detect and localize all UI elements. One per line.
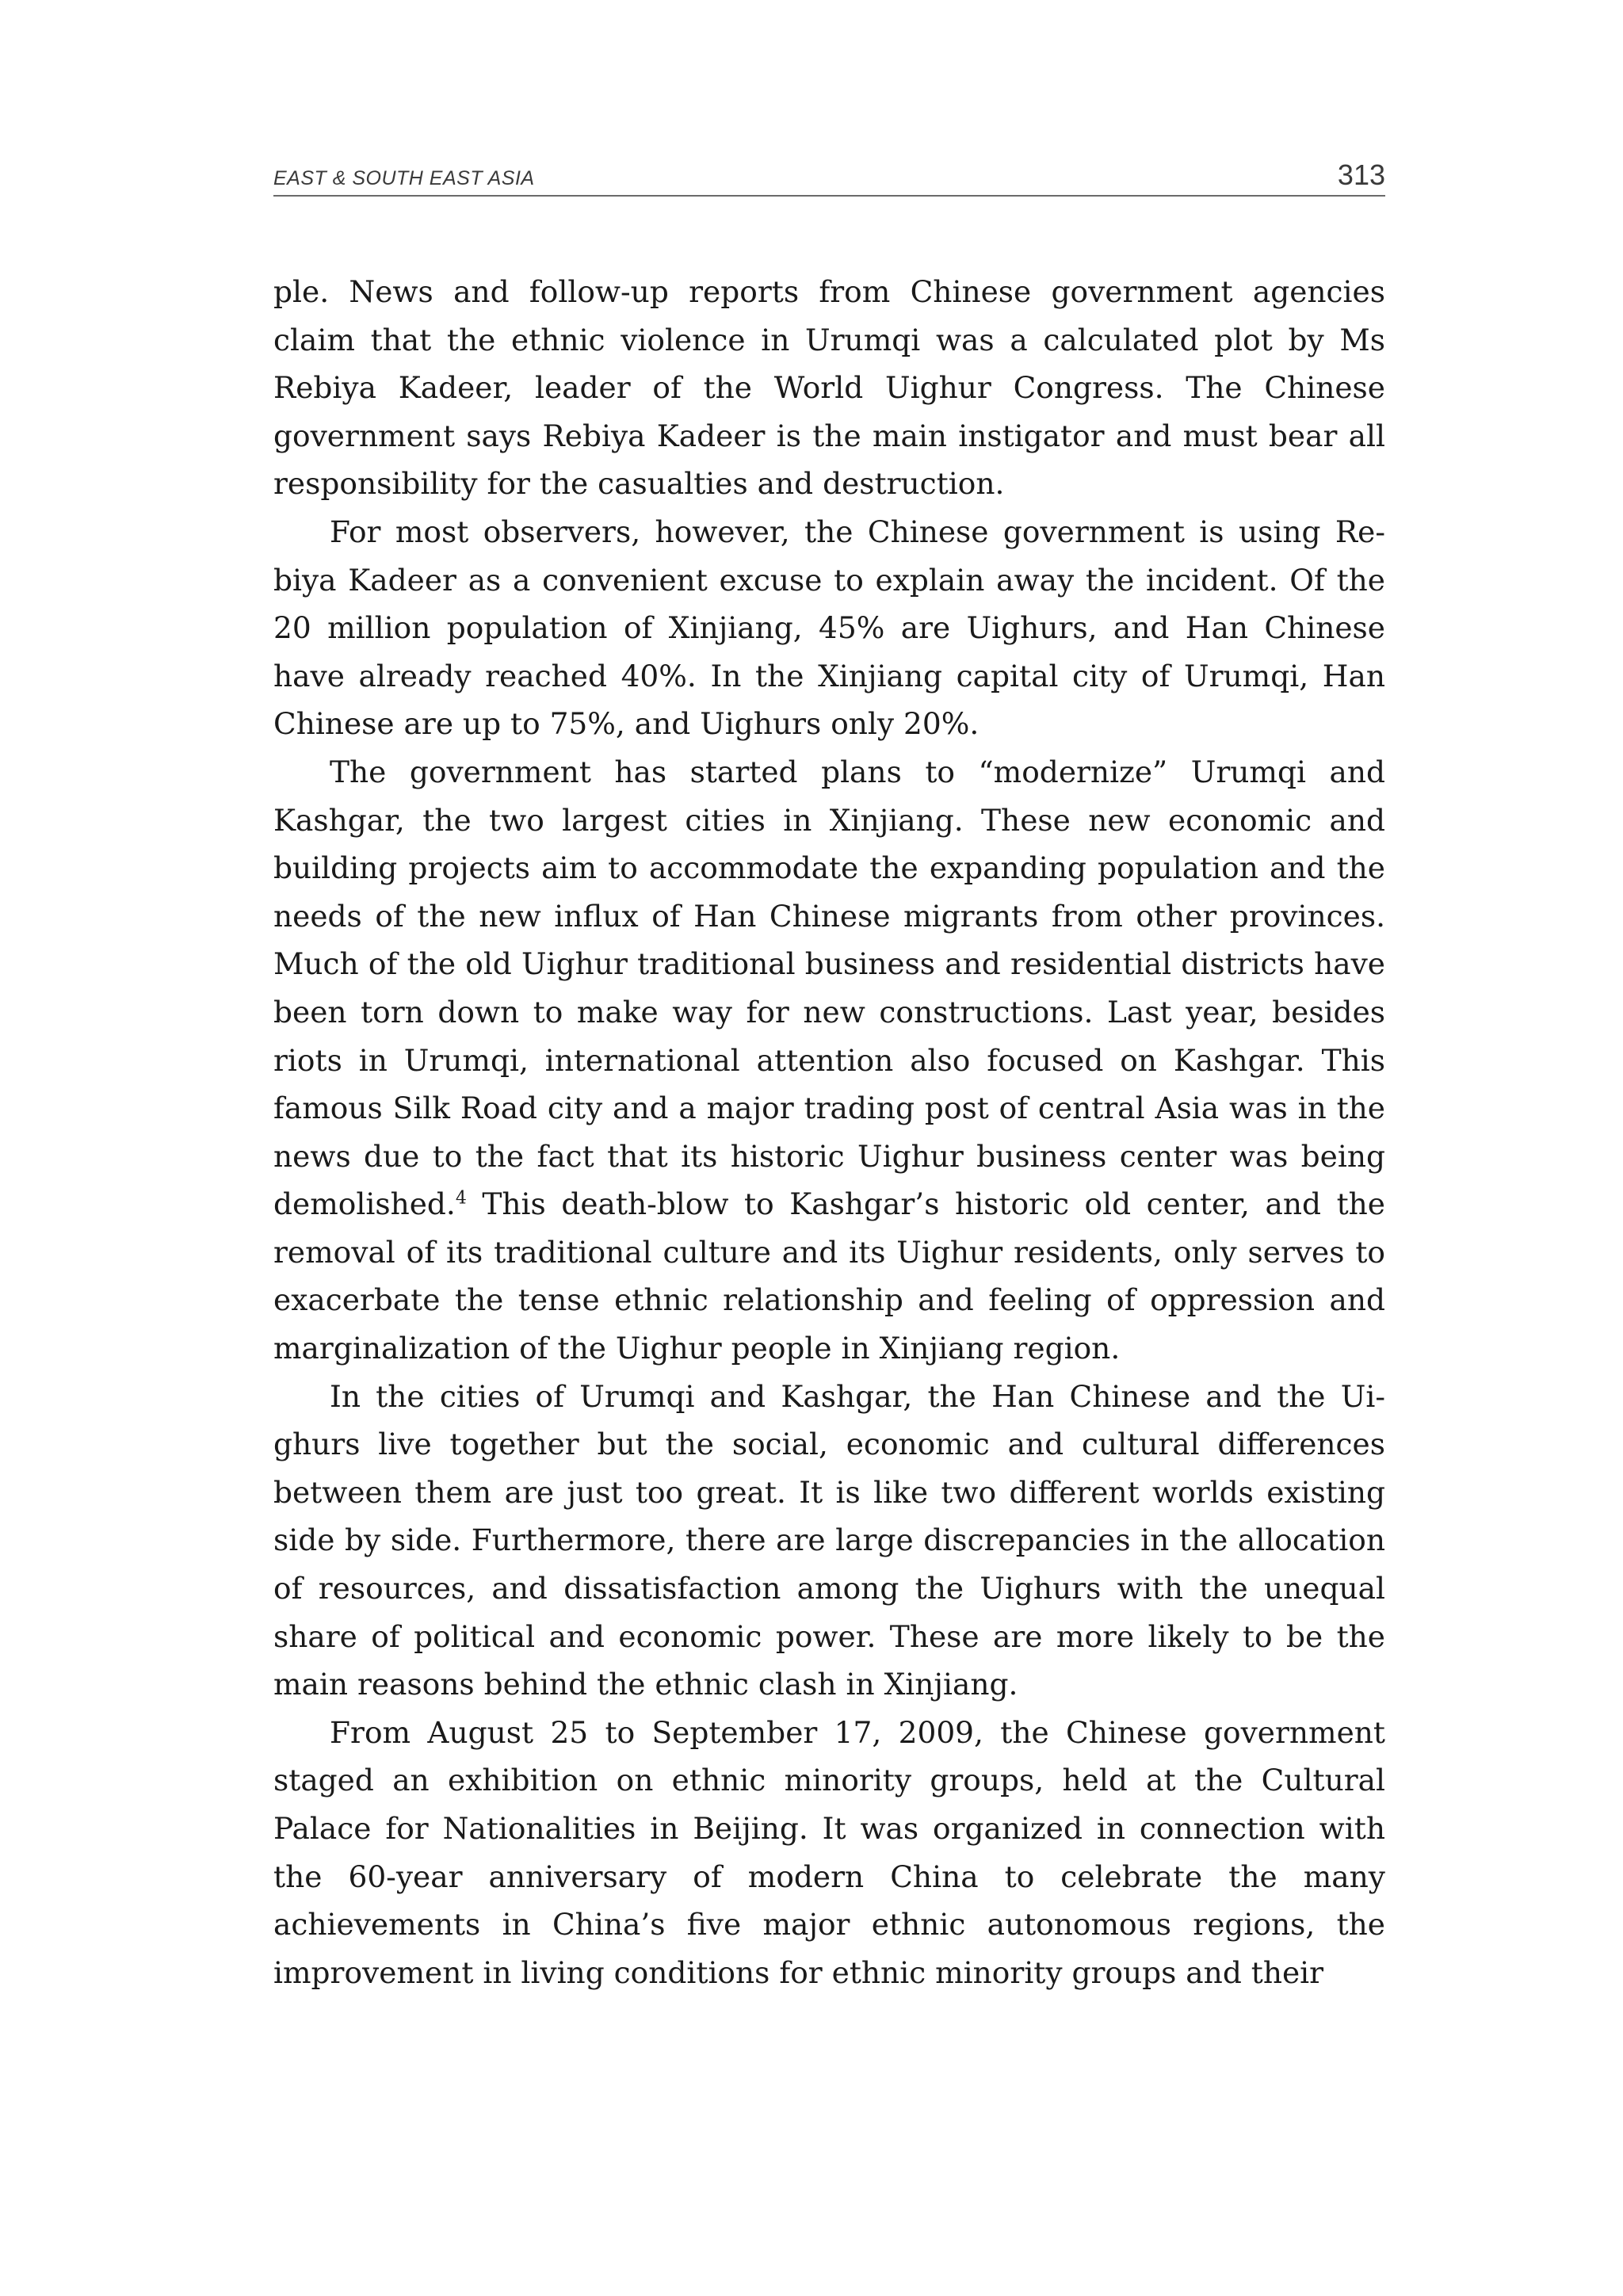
paragraph: ple. News and follow-up reports from Chinese government agencies claim that the ethnic violence in Urumqi was a calculated plot by Ms Rebiya Kadeer, leader of the World Uighur Congress. The Chinese government says Rebiya Kadeer is the main instigator and must bear all responsibility for the casualties and destruction. <box>273 274 1385 502</box>
running-title: EAST & SOUTH EAST ASIA <box>273 167 535 189</box>
paragraph-text: This death-blow to Kashgar’s historic old center, and the removal of its traditional culture and its Uighur residents, only serves to exacerbate the tense ethnic relationship and feeling of oppression and marginalization of the Uighur people in Xinjiang region. <box>273 1186 1385 1366</box>
paragraph <box>273 748 1385 1373</box>
paragraph: For most observers, however, the Chinese government is using Rebiya Kadeer as a convenient excuse to explain away the incident. Of the 20 million population of Xinjiang, 45% are Uighurs, and Han Chinese have already reached 40%. In the Xinjiang capital city of Urumqi, Han Chinese are up to 75%, and Uighurs only 20%. <box>273 514 1385 742</box>
body-text <box>273 268 1385 1996</box>
paragraph: From August 25 to September 17, 2009, the Chinese government staged an exhibition on ethnic minority groups, held at the Cultural Palace for Nationalities in Beijing. It was organized in connection with the 60-year anniversary of modern China to celebrate the many achievements in China’s five major ethnic autonomous regions, the improvement in living conditions for ethnic minority groups and their <box>273 1714 1385 1990</box>
footnote-marker[interactable]: 4 <box>455 1188 467 1209</box>
page-number: 313 <box>1337 159 1385 191</box>
paragraph-text: The government has started plans to “modernize” Urumqi and Kashgar, the two largest cities in Xinjiang. These new economic and building projects aim to accommodate the expanding population and the needs of the new influx of Han Chinese migrants from other provinces. Much of the old Uighur traditional business and residential districts have been torn down to make way for new constructions. Last year, besides riots in Urumqi, international attention also focused on Kashgar. This famous Silk Road city and a major trading post of central Asia was in the news due to the fact that its historic Uighur business center was being demolished. <box>273 754 1385 1222</box>
running-header <box>273 151 1385 197</box>
paragraph: In the cities of Urumqi and Kashgar, the Han Chinese and the Uighurs live together but the social, economic and cultural differences between them are just too great. It is like two different worlds existing side by side. Furthermore, there are large discrepancies in the allocation of resources, and dissatisfaction among the Uighurs with the unequal share of political and economic power. These are more likely to be the main reasons behind the ethnic clash in Xinjiang. <box>273 1378 1385 1702</box>
